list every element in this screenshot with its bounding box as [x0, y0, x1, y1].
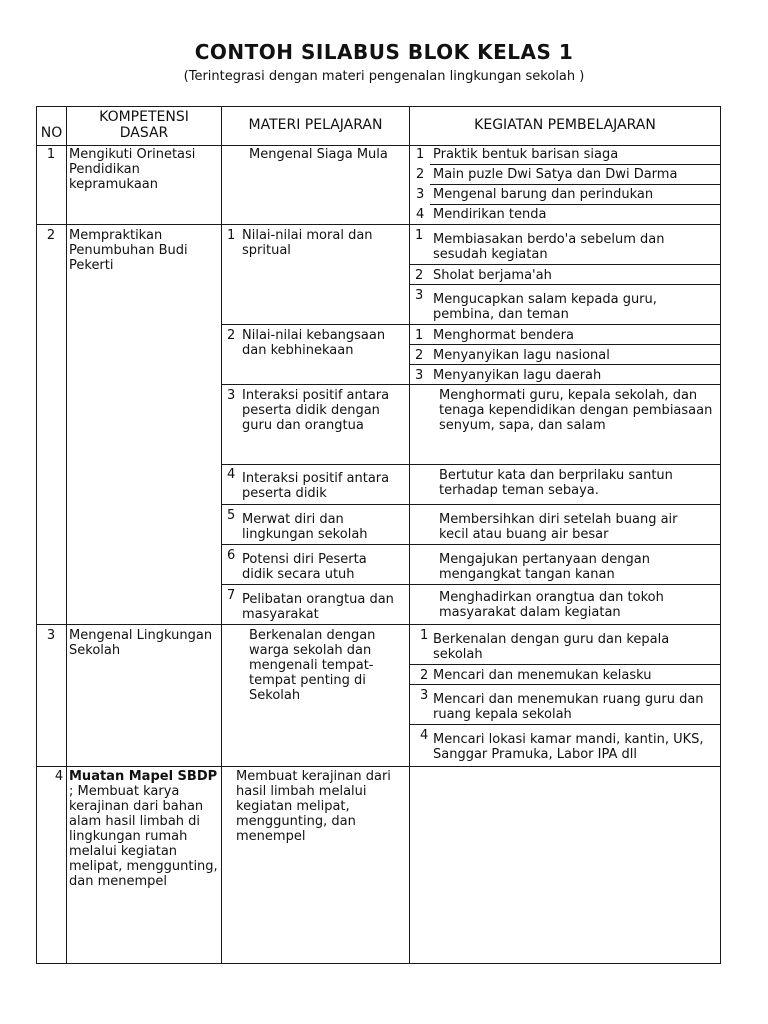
sub-row-divider: [221, 584, 720, 585]
row-divider: [36, 224, 720, 225]
table-border: [36, 106, 37, 964]
header-materi: MATERI PELAJARAN: [248, 117, 383, 133]
column-divider: [221, 106, 222, 964]
kegiatan-item: Berkenalan dengan guru dan kepala sekolah: [433, 632, 670, 662]
sub-row-divider: [221, 504, 720, 505]
kegiatan-item: Sholat berjama'ah: [433, 268, 552, 283]
sub-row-divider: [409, 684, 720, 685]
materi-pelajaran: Nilai-nilai kebangsaan dan kebhinekaan: [242, 328, 386, 358]
sub-row-divider: [430, 204, 720, 205]
materi-number: 6: [227, 548, 236, 563]
materi-pelajaran: Potensi diri Peserta didik secara utuh: [242, 552, 367, 582]
table-border: [720, 106, 721, 964]
row-divider: [36, 766, 720, 767]
kegiatan-number: 2: [415, 348, 424, 363]
sub-row-divider: [409, 264, 720, 265]
kegiatan-number: 4: [416, 207, 425, 222]
kegiatan-item: Mencari dan menemukan kelasku: [433, 668, 652, 683]
kompetensi-dasar: Mengenal Lingkungan Sekolah: [69, 628, 213, 658]
kegiatan-number: 1: [415, 228, 424, 243]
materi-pelajaran: Mengenal Siaga Mula: [249, 147, 388, 162]
materi-pelajaran: Interaksi positif antara peserta didik: [242, 471, 390, 501]
materi-pelajaran: Interaksi positif antara peserta didik dengan guru dan orangtua: [242, 388, 390, 433]
materi-pelajaran: Pelibatan orangtua dan masyarakat: [242, 592, 394, 622]
kegiatan-item: Mengucapkan salam kepada guru, pembina, dan teman: [433, 292, 657, 322]
row-divider: [36, 624, 720, 625]
kegiatan-item: Main puzle Dwi Satya dan Dwi Darma: [433, 167, 678, 182]
materi-number: 2: [227, 328, 236, 343]
kegiatan-number: 2: [416, 167, 425, 182]
kegiatan-item: Mengenal barung dan perindukan: [433, 187, 654, 202]
kegiatan-number: 2: [415, 268, 424, 283]
sub-row-divider: [409, 664, 720, 665]
kegiatan-item: Menghormati guru, kepala sekolah, dan tenaga kependidikan dengan pembiasaan senyum, sapa, dan salam: [439, 388, 713, 433]
kompetensi-dasar: Mempraktikan Penumbuhan Budi Pekerti: [69, 228, 188, 273]
materi-number: 1: [227, 228, 236, 243]
document-subtitle: (Terintegrasi dengan materi pengenalan lingkungan sekolah ): [183, 69, 585, 84]
kegiatan-item: Menghadirkan orangtua dan tokoh masyarakat dalam kegiatan: [439, 590, 664, 620]
column-divider: [409, 106, 410, 964]
row-number: 3: [46, 628, 56, 643]
kegiatan-item: Membiasakan berdo'a sebelum dan sesudah kegiatan: [433, 232, 665, 262]
kompetensi-text: ; Membuat karya kerajinan dari bahan alam hasil limbah di lingkungan rumah melalui kegiatan melipat, menggunting, dan menempel: [69, 784, 218, 889]
row-number: 2: [46, 228, 56, 243]
kegiatan-number: 3: [420, 688, 429, 703]
materi-number: 7: [227, 588, 236, 603]
sub-row-divider: [430, 184, 720, 185]
kompetensi-dasar: Mengikuti Orinetasi Pendidikan kepramukaan: [69, 147, 196, 192]
sub-row-divider: [409, 284, 720, 285]
kompetensi-dasar: [69, 769, 221, 889]
sub-row-divider: [221, 464, 720, 465]
kegiatan-item: Praktik bentuk barisan siaga: [433, 147, 619, 162]
kegiatan-number: 1: [415, 328, 424, 343]
kegiatan-item: Mengajukan pertanyaan dengan mengangkat tangan kanan: [439, 552, 651, 582]
kegiatan-item: Mendirikan tenda: [433, 207, 547, 222]
table-border: [36, 963, 720, 964]
kegiatan-item: Mencari lokasi kamar mandi, kantin, UKS, Sanggar Pramuka, Labor IPA dll: [433, 732, 704, 762]
header-no: NO: [40, 125, 63, 141]
row-number: 4: [54, 769, 64, 784]
sub-row-divider: [221, 544, 720, 545]
kegiatan-number: 3: [415, 368, 424, 383]
kegiatan-item: Menyanyikan lagu nasional: [433, 348, 610, 363]
mapel-label: Muatan Mapel SBDP: [69, 769, 218, 784]
kegiatan-number: 1: [416, 147, 425, 162]
kegiatan-item: Bertutur kata dan berprilaku santun terhadap teman sebaya.: [439, 468, 673, 498]
kegiatan-number: 4: [420, 728, 429, 743]
materi-pelajaran: Membuat kerajinan dari hasil limbah melalui kegiatan melipat, menggunting, dan menempel: [236, 769, 391, 844]
kegiatan-item: Menyanyikan lagu daerah: [433, 368, 602, 383]
kegiatan-number: 1: [420, 628, 429, 643]
sub-row-divider: [221, 324, 720, 325]
sub-row-divider: [409, 364, 720, 365]
header-kompetensi-line1: KOMPETENSI: [99, 109, 189, 125]
header-divider: [36, 145, 720, 146]
kegiatan-item: Mencari dan menemukan ruang guru dan ruang kepala sekolah: [433, 692, 704, 722]
materi-pelajaran: Nilai-nilai moral dan spritual: [242, 228, 373, 258]
sub-row-divider: [409, 724, 720, 725]
sub-row-divider: [409, 344, 720, 345]
row-number: 1: [46, 147, 56, 162]
materi-pelajaran: Merwat diri dan lingkungan sekolah: [242, 512, 368, 542]
sub-row-divider: [221, 384, 720, 385]
kegiatan-number: 3: [416, 187, 425, 202]
kegiatan-item: Menghormat bendera: [433, 328, 574, 343]
header-kegiatan: KEGIATAN PEMBELAJARAN: [474, 117, 656, 133]
document-title: CONTOH SILABUS BLOK KELAS 1: [194, 40, 574, 64]
materi-number: 3: [227, 388, 236, 403]
sub-row-divider: [430, 164, 720, 165]
materi-number: 4: [227, 467, 236, 482]
header-kompetensi-line2: DASAR: [119, 125, 169, 141]
column-divider: [66, 106, 67, 964]
materi-pelajaran: Berkenalan dengan warga sekolah dan mengenali tempat-tempat penting di Sekolah: [249, 628, 376, 703]
kegiatan-number: 2: [420, 668, 429, 683]
kegiatan-item: Membersihkan diri setelah buang air kecil atau buang air besar: [439, 512, 678, 542]
materi-number: 5: [227, 508, 236, 523]
table-border: [36, 106, 720, 107]
kegiatan-number: 3: [415, 288, 424, 303]
